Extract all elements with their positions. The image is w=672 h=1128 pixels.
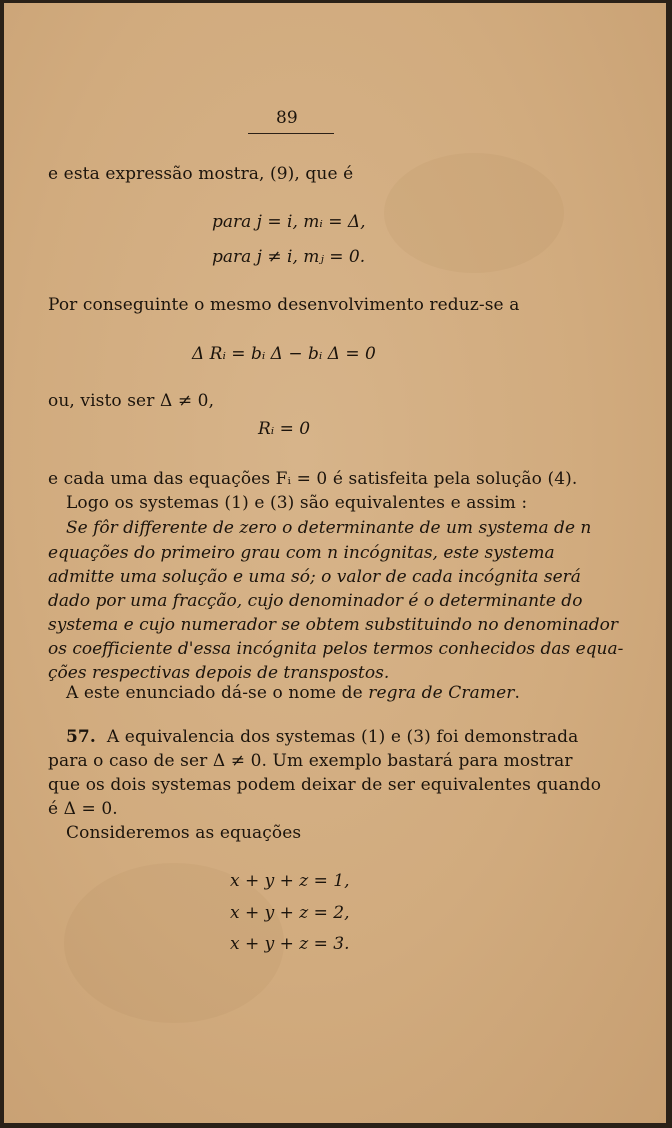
equation: x + y + z = 1,: [230, 871, 350, 891]
equation: x + y + z = 3.: [230, 934, 350, 954]
equation: Δ Rᵢ = bᵢ Δ − bᵢ Δ = 0: [192, 344, 376, 364]
theorem-line: Se fôr differente de zero o determinante de um systema de n: [66, 518, 592, 538]
equation: para j = i, mᵢ = Δ,: [212, 212, 366, 232]
text-line: Logo os systemas (1) e (3) são equivalentes e assim :: [66, 493, 528, 513]
text-line: ou, visto ser Δ ≠ 0,: [48, 391, 215, 411]
page-number: 89: [276, 108, 298, 128]
theorem-line: admitte uma solução e uma só; o valor de cada incógnita será: [48, 567, 581, 587]
theorem-line: systema e cujo numerador se obtem substituindo no denominador: [48, 615, 618, 635]
theorem-line: equações do primeiro grau com n incógnitas, este systema: [48, 543, 555, 563]
text-line: e cada uma das equações Fᵢ = 0 é satisfeita pela solução (4).: [48, 469, 578, 489]
equation: Rᵢ = 0: [258, 419, 311, 439]
section-line: [66, 725, 578, 749]
section-number: 57.: [66, 727, 96, 747]
theorem-line: os coefficiente d'essa incógnita pelos termos conhecidos das equa-: [48, 639, 624, 659]
text-run: A este enunciado dá-se o nome de: [66, 683, 369, 703]
equation: para j ≠ i, mⱼ = 0.: [212, 247, 366, 267]
text-line: que os dois systemas podem deixar de ser equivalentes quando: [48, 775, 602, 795]
text-line: é Δ = 0.: [48, 799, 118, 819]
text-line: Por conseguinte o mesmo desenvolvimento reduz-se a: [48, 295, 520, 315]
theorem-line: ções respectivas depois de transpostos.: [48, 663, 390, 683]
paper-stain: [384, 153, 564, 273]
rule-name: regra de Cramer: [368, 683, 515, 703]
text-line: Consideremos as equações: [66, 823, 302, 843]
equation: x + y + z = 2,: [230, 903, 350, 923]
text-run: A equivalencia dos systemas (1) e (3) foi demonstrada: [106, 727, 579, 747]
book-page: [4, 3, 666, 1123]
header-rule: [248, 133, 334, 134]
text-run: .: [514, 683, 520, 703]
theorem-line: dado por uma fracção, cujo denominador é o determinante do: [48, 591, 583, 611]
text-line: para o caso de ser Δ ≠ 0. Um exemplo bastará para mostrar: [48, 751, 573, 771]
text-line: e esta expressão mostra, (9), que é: [48, 164, 354, 184]
text-line: [66, 681, 520, 705]
